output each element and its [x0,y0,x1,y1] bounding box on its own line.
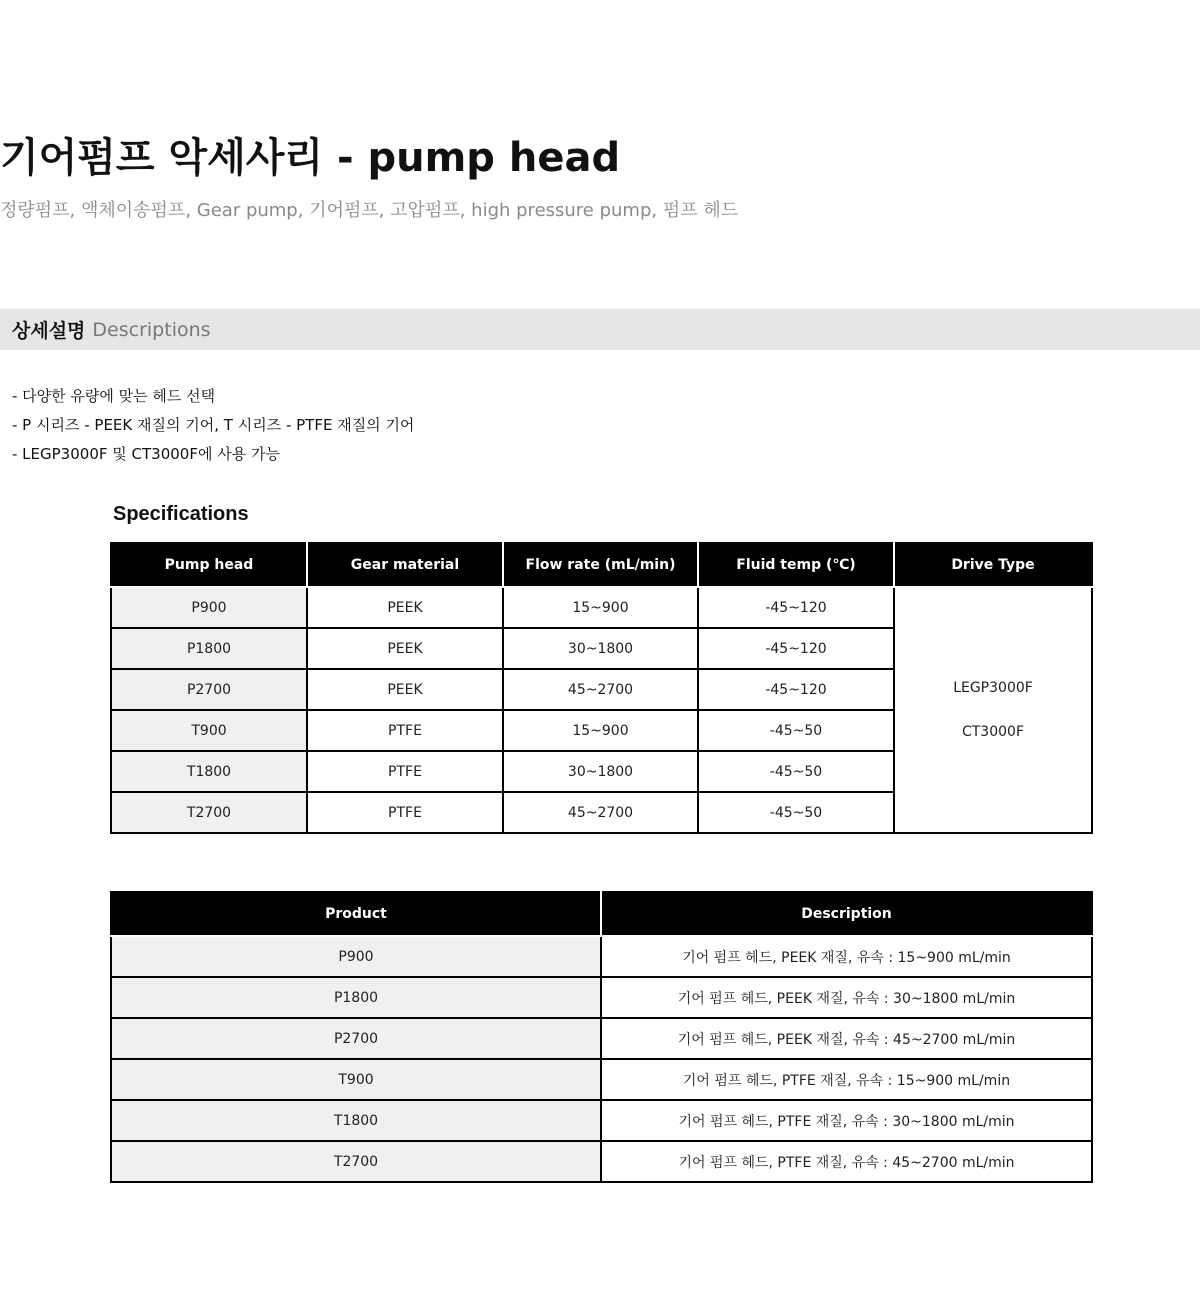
product-cell-name: P900 [111,936,601,977]
spec-cell-gear-material: PEEK [307,669,503,710]
spec-cell-fluid-temp: -45~50 [698,710,894,751]
product-cell-name: P1800 [111,977,601,1018]
section-title-korean: 상세설명 [12,320,86,342]
product-cell-name: T2700 [111,1141,601,1182]
description-item-series-material: - P 시리즈 - PEEK 재질의 기어, T 시리즈 - PTFE 재질의 기어 [12,416,415,434]
spec-cell-flow-rate: 15~900 [503,587,698,628]
product-cell-description: 기어 펌프 헤드, PTFE 재질, 유속 : 30~1800 mL/min [601,1100,1092,1141]
spec-table-header-row [111,543,1092,587]
spec-cell-drive-type [894,587,1092,833]
spec-cell-pump-head: T1800 [111,751,307,792]
spec-header-gear-material: Gear material [307,543,503,587]
product-cell-description: 기어 펌프 헤드, PTFE 재질, 유속 : 45~2700 mL/min [601,1141,1092,1182]
table-row [111,1018,1092,1059]
page-title: 기어펌프 악세사리 - pump head [0,135,621,181]
spec-header-fluid-temp: Fluid temp (℃) [698,543,894,587]
product-header-description: Description [601,892,1092,936]
specifications-table [110,542,1093,834]
spec-cell-gear-material: PEEK [307,587,503,628]
product-cell-name: P2700 [111,1018,601,1059]
spec-cell-pump-head: T900 [111,710,307,751]
specifications-heading: Specifications [113,503,249,525]
page-subtitle-keywords: 정량펌프, 액체이송펌프, Gear pump, 기어펌프, 고압펌프, high pressure pump, 펌프 헤드 [0,200,739,221]
product-cell-description: 기어 펌프 헤드, PEEK 재질, 유속 : 45~2700 mL/min [601,1018,1092,1059]
product-table-header-row [111,892,1092,936]
spec-cell-gear-material: PTFE [307,751,503,792]
spec-cell-pump-head: P1800 [111,628,307,669]
descriptions-section-header [0,309,1200,350]
spec-header-flow-rate: Flow rate (mL/min) [503,543,698,587]
description-list [12,382,414,469]
product-table [110,891,1093,1183]
section-title-english: Descriptions [92,318,211,341]
spec-cell-fluid-temp: -45~50 [698,792,894,833]
description-item-compatibility: - LEGP3000F 및 CT3000F에 사용 가능 [12,445,280,463]
table-row [111,1141,1092,1182]
spec-cell-flow-rate: 30~1800 [503,751,698,792]
spec-cell-flow-rate: 30~1800 [503,628,698,669]
spec-header-pump-head: Pump head [111,543,307,587]
table-row [111,936,1092,977]
product-cell-description: 기어 펌프 헤드, PEEK 재질, 유속 : 15~900 mL/min [601,936,1092,977]
spec-cell-fluid-temp: -45~120 [698,587,894,628]
spec-cell-pump-head: T2700 [111,792,307,833]
product-header-product: Product [111,892,601,936]
spec-cell-gear-material: PTFE [307,710,503,751]
spec-cell-gear-material: PTFE [307,792,503,833]
spec-header-drive-type: Drive Type [894,543,1092,587]
drive-type-ct3000f: CT3000F [961,724,1024,740]
table-row [111,1059,1092,1100]
table-row [111,1100,1092,1141]
spec-cell-fluid-temp: -45~50 [698,751,894,792]
product-cell-name: T1800 [111,1100,601,1141]
drive-type-legp3000f: LEGP3000F [953,680,1033,696]
spec-cell-flow-rate: 15~900 [503,710,698,751]
product-cell-name: T900 [111,1059,601,1100]
spec-cell-flow-rate: 45~2700 [503,669,698,710]
table-row [111,587,1092,628]
spec-cell-fluid-temp: -45~120 [698,628,894,669]
spec-cell-pump-head: P900 [111,587,307,628]
spec-cell-pump-head: P2700 [111,669,307,710]
product-cell-description: 기어 펌프 헤드, PEEK 재질, 유속 : 30~1800 mL/min [601,977,1092,1018]
product-cell-description: 기어 펌프 헤드, PTFE 재질, 유속 : 15~900 mL/min [601,1059,1092,1100]
spec-cell-gear-material: PEEK [307,628,503,669]
spec-cell-flow-rate: 45~2700 [503,792,698,833]
spec-cell-fluid-temp: -45~120 [698,669,894,710]
table-row [111,977,1092,1018]
description-item-flow-selection: - 다양한 유량에 맞는 헤드 선택 [12,387,216,405]
